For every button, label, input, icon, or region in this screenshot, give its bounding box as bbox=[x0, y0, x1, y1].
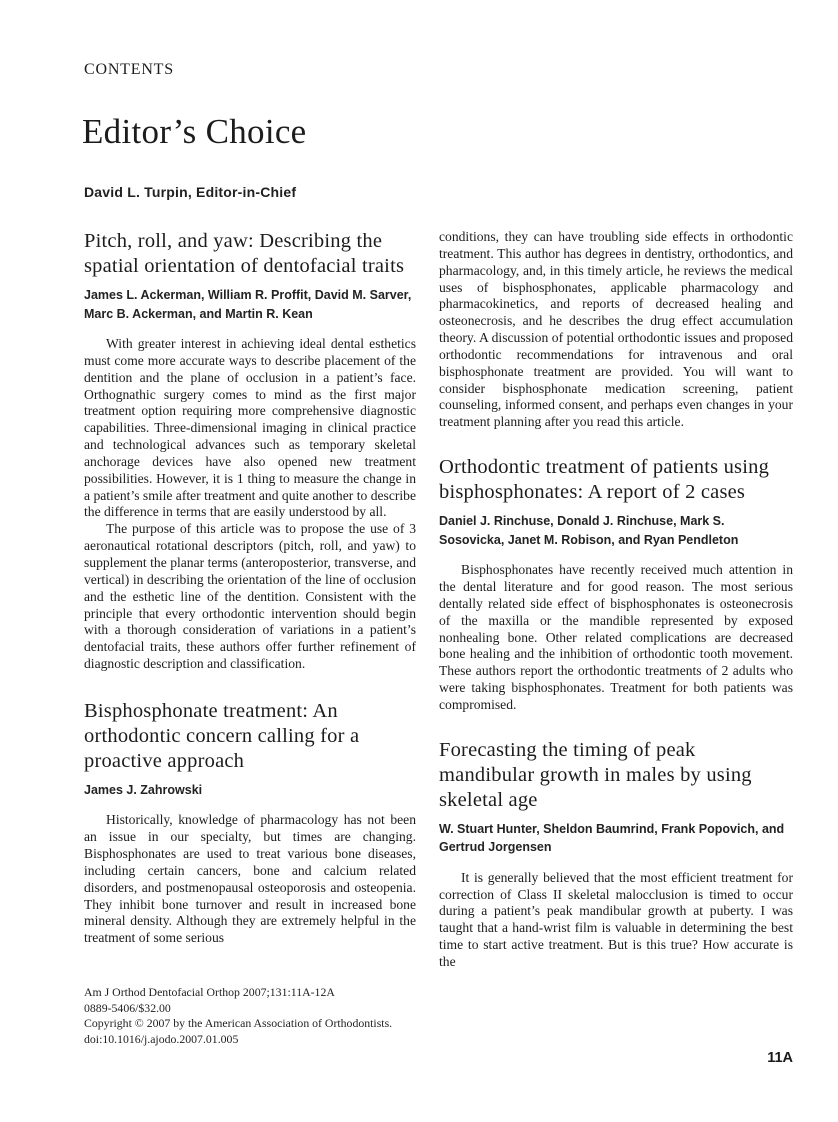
page-number: 11A bbox=[767, 1050, 793, 1066]
article-paragraph: With greater interest in achieving ideal dental esthetics must come more accurate ways to describe placement of the dentition and the plane of occlusion in a patient’s face. Orthognathic surgery comes to mind as the first major treatment option requiring more comprehensive diagnostic capabilities. Three-dimensional imaging in clinical practice and technological advances such as temporary skeletal anchorage devices have also opened new treatment possibilities. However, it is 1 thing to measure the change in a patient’s smile after treatment and quite another to describe the difference in terms that are easily understood by all. bbox=[84, 336, 416, 520]
article-paragraph: Bisphosphonates have recently received much attention in the dental literature and for good reason. The most serious dentally related side effect of bisphosphonates is osteonecrosis of the maxilla or the mandible represented by exposed nonhealing bone. Other related complications are decreased bone healing and the inhibition of orthodontic tooth movement. These authors report the orthodontic treatments of 2 adults who were taking bisphosphonates. Treatment for both patients was compromised. bbox=[439, 562, 793, 712]
article-entry-pitch-roll-yaw bbox=[84, 229, 416, 673]
contents-label: CONTENTS bbox=[84, 61, 174, 78]
article-title: Forecasting the timing of peak mandibular growth in males by using skeletal age bbox=[439, 738, 752, 811]
article-title: Bisphosphonate treatment: An orthodontic concern calling for a proactive approach bbox=[84, 699, 360, 772]
article-paragraph-continuation: conditions, they can have troubling side effects in orthodontic treatment. This author has degrees in dentistry, orthodontics, and pharmacology, and, in this timely article, he reviews the medical uses of bisphosphonates, applicable pharmacology and pharmacokinetics, and reports of decreased healing and osteonecrosis, and he describes the drug effect accumulation theory. A discussion of potential orthodontic issues and proposed orthodontic recommendations for intravenous and oral bisphosphonate treatment are provided. You will want to consider bisphosphonate medication screening, patient counseling, informed consent, and perhaps even changes in your treatment planning after you read this article. bbox=[439, 229, 793, 430]
article-entry-forecasting-growth bbox=[439, 738, 793, 971]
article-entry-bisphosphonates-report bbox=[439, 455, 793, 714]
left-column bbox=[84, 229, 416, 947]
right-column bbox=[439, 229, 793, 971]
article-paragraph: It is generally believed that the most efficient treatment for correction of Class II skeletal malocclusion is timed to occur during a patient’s peak mandibular growth at puberty. I was taught that a hand-wrist film is valuable in determining the best time to start active treatment. But is this true? How accurate is the bbox=[439, 869, 793, 969]
article-title: Orthodontic treatment of patients using bisphosphonates: A report of 2 cases bbox=[439, 456, 770, 504]
article-paragraph: Historically, knowledge of pharmacology has not been an issue in our specialty, but times are changing. Bisphosphonates are used to treat various bone diseases, including certain cancers, bone and calcium related disorders, and postmenopausal osteoporosis and osteopenia. They inhibit bone turnover and result in increased bone mineral density. Although they are extremely helpful in the treatment of some serious bbox=[84, 812, 416, 946]
footnote-line: Copyright © 2007 by the American Association of Orthodontists. bbox=[84, 1016, 393, 1030]
article-entry-bisphosphonate-treatment bbox=[84, 699, 416, 947]
article-authors: W. Stuart Hunter, Sheldon Baumrind, Frank Popovich, and Gertrud Jorgensen bbox=[439, 821, 785, 855]
article-authors: Daniel J. Rinchuse, Donald J. Rinchuse, Mark S. Sosovicka, Janet M. Robison, and Ryan Pendleton bbox=[439, 514, 739, 547]
article-authors: James J. Zahrowski bbox=[84, 782, 203, 797]
article-authors: James L. Ackerman, William R. Proffit, David M. Sarver, Marc B. Ackerman, and Martin R. Kean bbox=[84, 288, 412, 321]
article-paragraph: The purpose of this article was to propose the use of 3 aeronautical rotational descriptors (pitch, roll, and yaw) to supplement the planar terms (anteroposterior, transverse, and vertical) in describing the orientation of the line of occlusion and the esthetic line of the dentition. Consistent with the principle that every orthodontic intervention should begin with a thorough consideration of variations in a patient’s dentofacial traits, these authors offer further refinement of diagnostic description and classification. bbox=[84, 521, 416, 672]
page-title: Editor’s Choice bbox=[82, 112, 307, 151]
footnote-line: 0889-5406/$32.00 bbox=[84, 1000, 171, 1015]
footnote-line: Am J Orthod Dentofacial Orthop 2007;131:11A-12A bbox=[84, 985, 335, 999]
footnote-line: doi:10.1016/j.ajodo.2007.01.005 bbox=[84, 1031, 239, 1046]
journal-footnote bbox=[84, 985, 392, 1047]
article-title: Pitch, roll, and yaw: Describing the spatial orientation of dentofacial traits bbox=[84, 230, 405, 277]
editor-byline: David L. Turpin, Editor-in-Chief bbox=[84, 184, 297, 200]
